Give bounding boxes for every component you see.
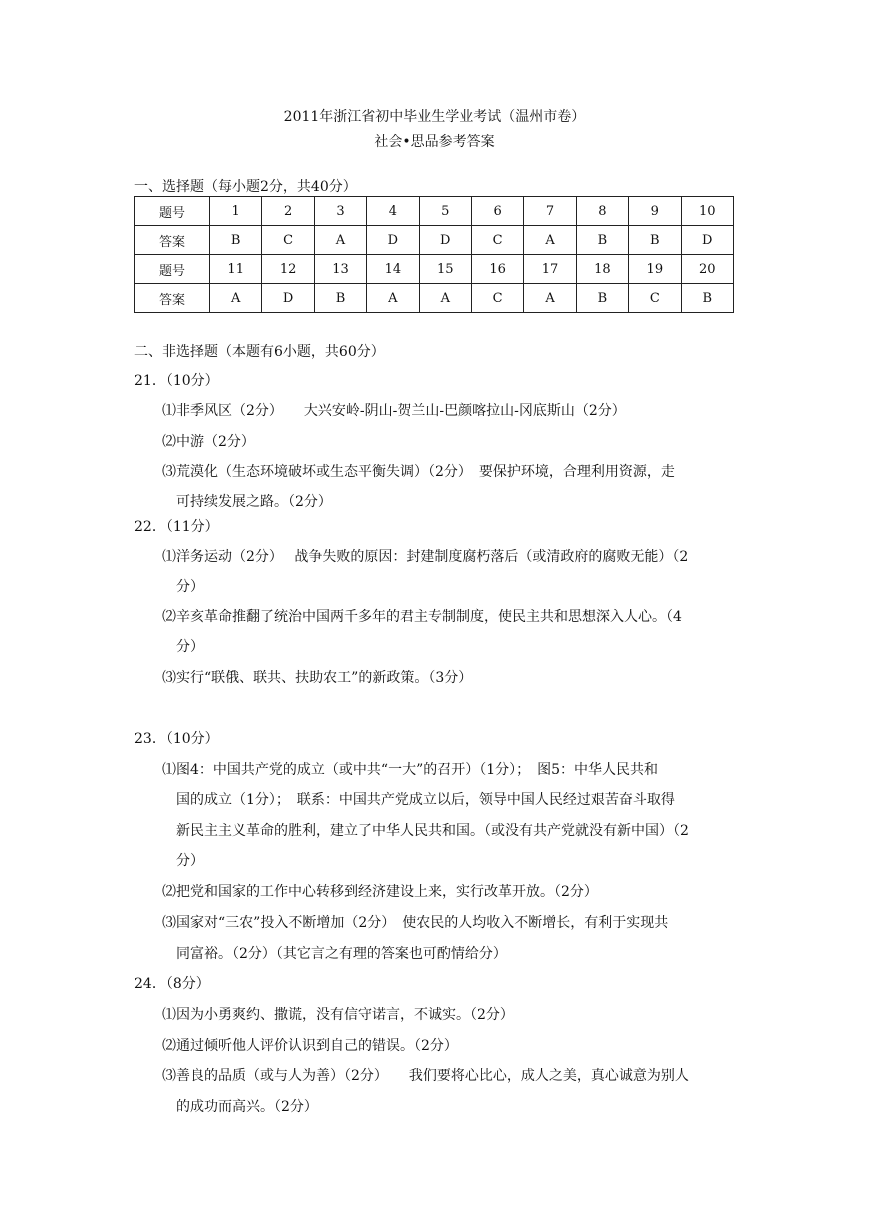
q24-answer-3b: 的成功而高兴。（2分） — [176, 1099, 318, 1115]
q22-number: 22．（11分） — [134, 519, 219, 535]
q23-answer-3a: ⑶国家对“三农”投入不断增加（2分） 使农民的人均收入不断增长，有利于实现共 — [162, 915, 669, 931]
section2-heading: 二、非选择题（本题有6小题，共60分） — [134, 344, 385, 360]
answer-cell: 15 — [419, 255, 471, 284]
answer-table-row — [135, 226, 734, 255]
q24-answer-2: ⑵通过倾听他人评价认识到自己的错误。（2分） — [162, 1038, 458, 1054]
q21-number: 21．（10分） — [134, 373, 219, 389]
answer-cell: C — [471, 226, 523, 255]
q24-answer-3a: ⑶善良的品质（或与人为善）（2分） 我们要将心比心，成人之美，真心诚意为别人 — [162, 1068, 689, 1084]
section1-heading: 一、选择题（每小题2分，共40分） — [134, 179, 357, 195]
answer-cell: B — [314, 284, 366, 313]
answer-cell: A — [524, 284, 576, 313]
answer-cell: 3 — [314, 197, 366, 226]
answer-cell: B — [576, 226, 628, 255]
answer-cell: A — [419, 284, 471, 313]
q24-answer-1: ⑴因为小勇爽约、撒谎，没有信守诺言，不诚实。（2分） — [162, 1007, 514, 1023]
q23-answer-2: ⑵把党和国家的工作中心转移到经济建设上来，实行改革开放。（2分） — [162, 884, 598, 900]
answer-cell: 7 — [524, 197, 576, 226]
answer-cell: D — [262, 284, 314, 313]
answer-cell: 13 — [314, 255, 366, 284]
row-label: 答案 — [135, 226, 210, 255]
q22-answer-3: ⑶实行“联俄、联共、扶助农工”的新政策。（3分） — [162, 670, 473, 686]
answer-cell: A — [314, 226, 366, 255]
answer-cell: 18 — [576, 255, 628, 284]
row-label: 题号 — [135, 197, 210, 226]
answer-cell: B — [681, 284, 733, 313]
answer-cell: 5 — [419, 197, 471, 226]
answer-cell: 12 — [262, 255, 314, 284]
answer-table-row — [135, 284, 734, 313]
answer-cell: 20 — [681, 255, 733, 284]
answer-cell: B — [210, 226, 262, 255]
q22-answer-1b: 分） — [176, 579, 204, 595]
q21-answer-3a: ⑶荒漠化（生态环境破坏或生态平衡失调）（2分） 要保护环境，合理利用资源，走 — [162, 464, 675, 480]
answer-cell: C — [262, 226, 314, 255]
answer-cell: 14 — [367, 255, 419, 284]
q21-answer-1: ⑴非季风区（2分） 大兴安岭-阴山-贺兰山-巴颜喀拉山-冈底斯山（2分） — [162, 403, 626, 419]
answer-table-row — [135, 255, 734, 284]
answer-cell: 2 — [262, 197, 314, 226]
q23-answer-1b: 国的成立（1分）； 联系：中国共产党成立以后，领导中国人民经过艰苦奋斗取得 — [176, 792, 675, 808]
q23-answer-1a: ⑴图4：中国共产党的成立（或中共“一大”的召开）（1分）； 图5：中华人民共和 — [162, 762, 659, 778]
answer-cell: 4 — [367, 197, 419, 226]
q23-number: 23．（10分） — [134, 731, 219, 747]
answer-cell: 17 — [524, 255, 576, 284]
answer-cell: 8 — [576, 197, 628, 226]
row-label: 答案 — [135, 284, 210, 313]
answer-cell: B — [629, 226, 681, 255]
answer-cell: D — [681, 226, 733, 255]
answer-cell: D — [419, 226, 471, 255]
answer-cell: 19 — [629, 255, 681, 284]
document-subtitle: 社会•思品参考答案 — [374, 134, 495, 150]
q22-answer-2a: ⑵辛亥革命推翻了统治中国两千多年的君主专制制度，使民主共和思想深入人心。（4 — [162, 609, 682, 625]
answer-cell: C — [471, 284, 523, 313]
document-title: 2011年浙江省初中毕业生学业考试（温州市卷） — [283, 109, 586, 125]
answer-cell: A — [210, 284, 262, 313]
answer-cell: C — [629, 284, 681, 313]
q22-answer-2b: 分） — [176, 639, 204, 655]
q23-answer-1d: 分） — [176, 853, 204, 869]
row-label: 题号 — [135, 255, 210, 284]
answer-cell: B — [576, 284, 628, 313]
q24-number: 24．（8分） — [134, 976, 210, 992]
q23-answer-3b: 同富裕。（2分）（其它言之有理的答案也可酌情给分） — [176, 946, 507, 962]
answer-cell: 11 — [210, 255, 262, 284]
answer-cell: D — [367, 226, 419, 255]
answer-cell: 1 — [210, 197, 262, 226]
answer-table — [134, 196, 734, 313]
answer-cell: 16 — [471, 255, 523, 284]
answer-cell: A — [524, 226, 576, 255]
q23-answer-1c: 新民主主义革命的胜利，建立了中华人民共和国。（或没有共产党就没有新中国）（2 — [176, 823, 689, 839]
answer-cell: 10 — [681, 197, 733, 226]
answer-table-row — [135, 197, 734, 226]
answer-cell: 6 — [471, 197, 523, 226]
q21-answer-2: ⑵中游（2分） — [162, 434, 255, 450]
answer-cell: 9 — [629, 197, 681, 226]
q22-answer-1a: ⑴洋务运动（2分） 战争失败的原因：封建制度腐朽落后（或清政府的腐败无能）（2 — [162, 549, 689, 565]
q21-answer-3b: 可持续发展之路。（2分） — [176, 494, 332, 510]
answer-cell: A — [367, 284, 419, 313]
